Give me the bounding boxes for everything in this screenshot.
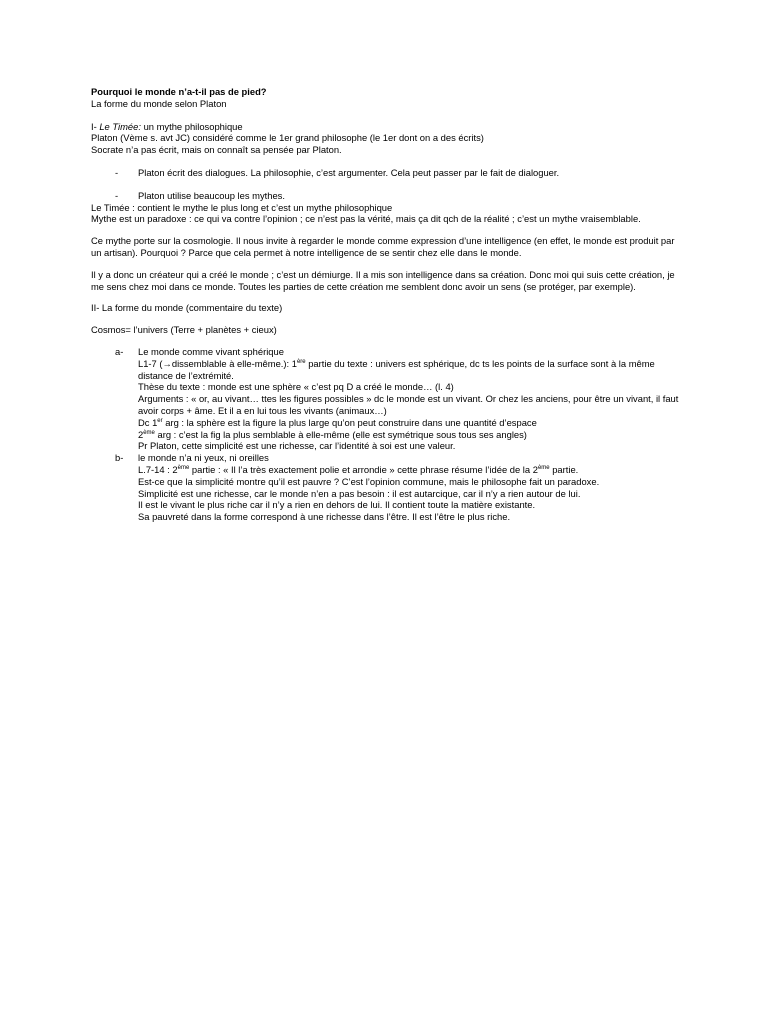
platon-line: Platon (Vème s. avt JC) considéré comme le 1er grand philosophe (le 1er dont on a des écrits) [91, 132, 484, 144]
point-b-line: Simplicité est une richesse, car le monde n’en a pas besoin : il est autarcique, car il n’y a rien autour de lui. [138, 487, 581, 499]
point-b-heading: le monde n’a ni yeux, ni oreilles [138, 452, 269, 464]
dash-marker: - [115, 189, 119, 201]
point-b-line: Est-ce que la simplicité montre qu’il est pauvre ? C’est l’opinion commune, mais le philosophe fait un paradoxe. [138, 475, 600, 487]
point-b-l7-14: L.7-14 : 2ème partie : « Il l’a très exactement polie et arrondie » cette phrase résume l’idée de la 2ème partie. [138, 463, 579, 475]
point-b [91, 452, 681, 523]
arrow-right-icon: → [162, 357, 172, 369]
point-a-arg-2: 2ème arg : c’est la fig la plus semblable à elle-même (elle est symétrique sous tous ses angles) [138, 428, 527, 440]
paragraph-cosmologie: Ce mythe porte sur la cosmologie. Il nous invite à regarder le monde comme expression d’une intelligence (en effet, le monde est produit par un artisan). Pourquoi ? Parce que cela permet à notre intelligence de se sentir chez elle dans le monde. [91, 235, 675, 258]
dash-text: Platon utilise beaucoup les mythes. [138, 189, 285, 201]
point-b-line: Il est le vivant le plus riche car il n’y a rien en dehors de lui. Il contient toute la matière existante. [138, 499, 536, 511]
dash-item-dialogues [91, 167, 681, 179]
dash-item-mythes [91, 190, 681, 202]
mythe-paradoxe-line: Mythe est un paradoxe : ce qui va contre l’opinion ; ce n’est pas la vérité, mais ça dit qch de la réalité ; c’est un mythe vraisemblable. [91, 213, 641, 225]
document-body [91, 86, 681, 523]
point-a-arguments: Arguments : « or, au vivant… ttes les figures possibles » dc le monde est un vivant. Or chez les anciens, pour être un vivant, il faut avoir corps + âme. Et il a en lui tous les vivants (animaux…) [138, 393, 679, 416]
point-a-arg-1: Dc 1er arg : la sphère est la figure la plus large qu’on peut construire dans une quantité d’espace [138, 416, 537, 428]
dash-text: Platon écrit des dialogues. La philosophie, c’est argumenter. Cela peut passer par le fait de dialoguer. [138, 166, 560, 178]
cosmos-definition: Cosmos= l’univers (Terre + planètes + cieux) [91, 324, 277, 336]
point-a-pr-platon: Pr Platon, cette simplicité est une richesse, car l’identité à soi est une valeur. [138, 440, 456, 452]
point-a [91, 346, 681, 452]
point-a-l1-7: L1-7 (→dissemblable à elle-même.): 1ère partie du texte : univers est sphérique, dc ts les points de la surface sont à la même distance de l’extrémité. [138, 357, 655, 381]
timee-line: Le Timée : contient le mythe le plus long et c’est un mythe philosophique [91, 201, 393, 213]
section-1-heading: I- Le Timée: un mythe philosophique [91, 120, 243, 132]
point-a-heading: Le monde comme vivant sphérique [138, 345, 284, 357]
document-title: Pourquoi le monde n’a-t-il pas de pied? [91, 86, 267, 97]
paragraph-createur: Il y a donc un créateur qui a créé le monde ; c’est un démiurge. Il a mis son intelligence dans sa création. Donc moi qui suis cette création, je me sens chez moi dans ce monde. Toutes les parties de cette création me semblent donc avoir un sens (se protéger, par exemple). [91, 268, 675, 292]
point-b-marker: b- [115, 452, 124, 464]
section-2-heading: II- La forme du monde (commentaire du texte) [91, 302, 283, 314]
timee-title: Le Timée: [99, 120, 141, 132]
point-a-these: Thèse du texte : monde est une sphère « c’est pq D a créé le monde… (l. 4) [138, 381, 454, 393]
socrate-line: Socrate n’a pas écrit, mais on connaît sa pensée par Platon. [91, 144, 342, 156]
point-a-marker: a- [115, 345, 124, 357]
dash-marker: - [115, 166, 119, 178]
point-b-line: Sa pauvreté dans la forme correspond à une richesse dans l’être. Il est l’être le plus riche. [138, 511, 511, 523]
document-subtitle: La forme du monde selon Platon [91, 97, 227, 109]
